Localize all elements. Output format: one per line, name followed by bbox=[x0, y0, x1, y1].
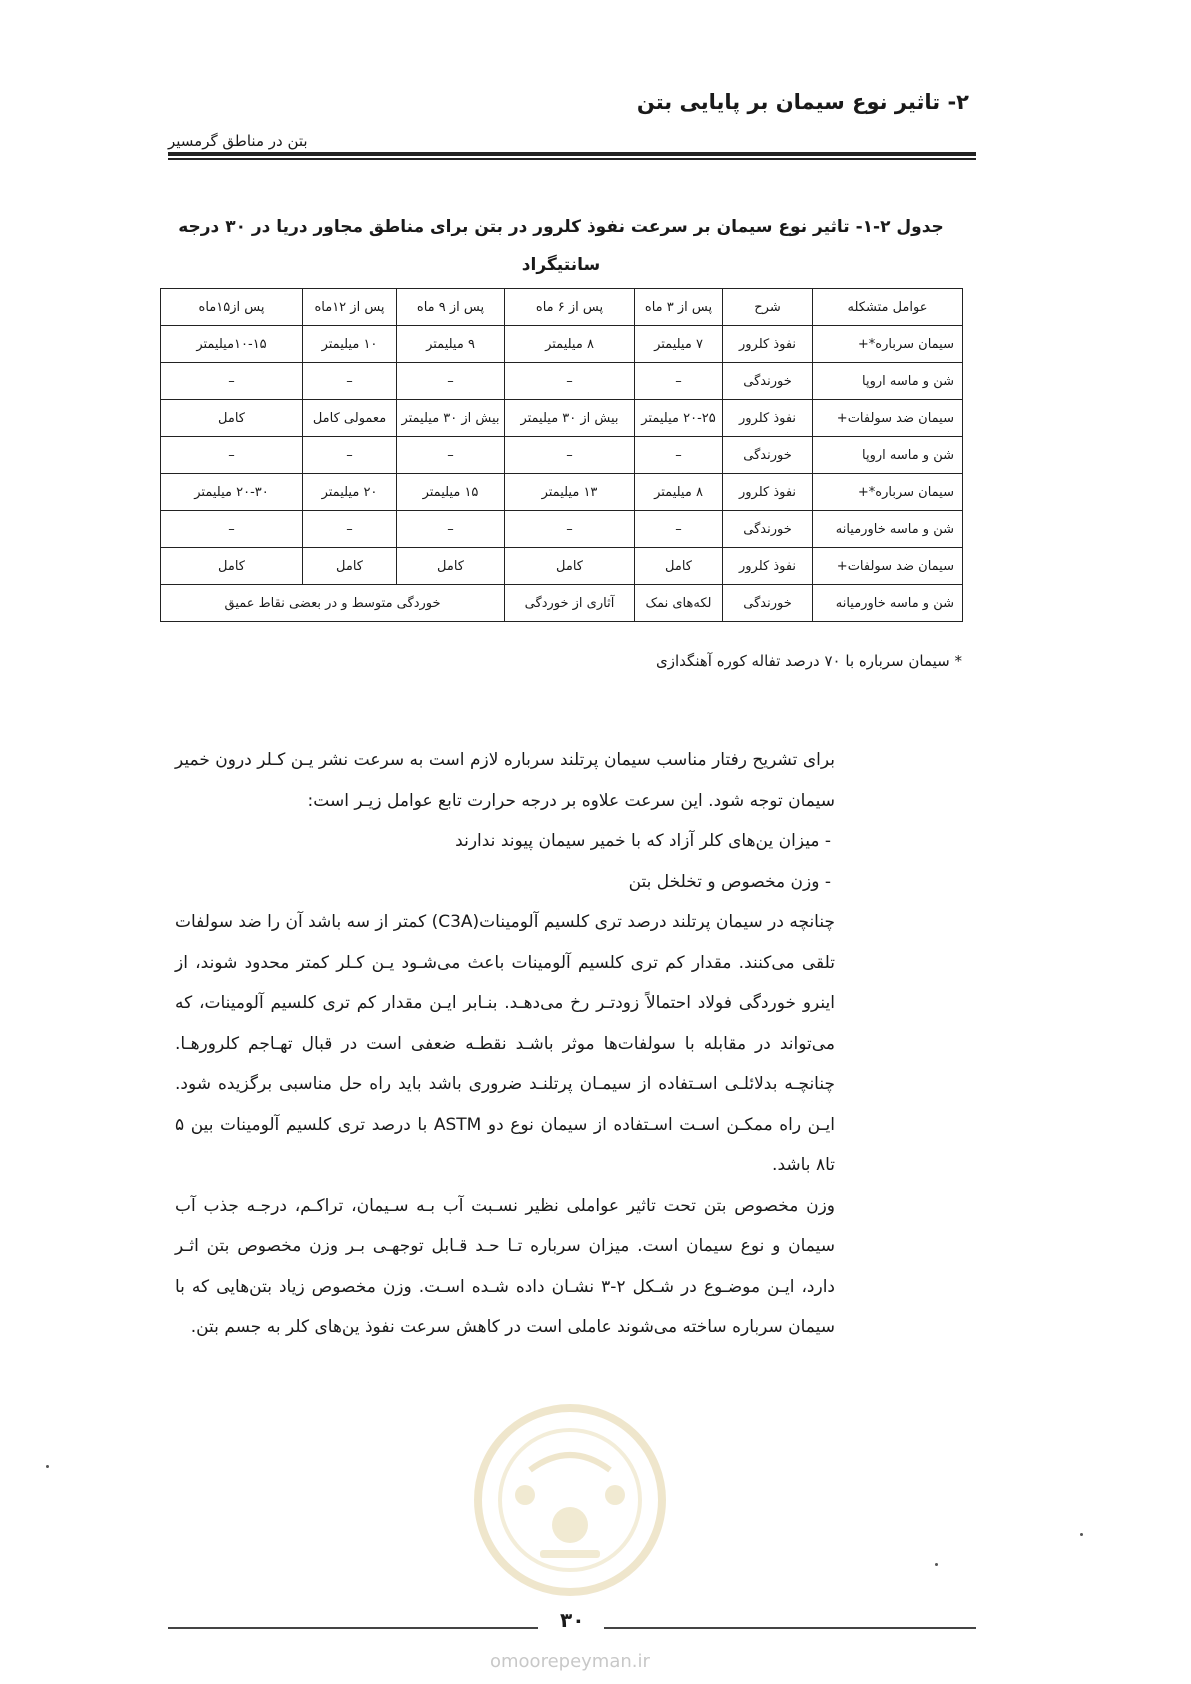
page-number: ۳۰ bbox=[560, 1608, 585, 1632]
factor-cell: سیمان سرباره*+ bbox=[813, 326, 963, 363]
table-cell: – bbox=[303, 363, 397, 400]
table-cell: نفوذ کلرور bbox=[723, 400, 813, 437]
watermark-seal bbox=[470, 1400, 670, 1600]
paragraph: وزن مخصوص بتن تحت تاثیر عواملی نظیر نسـبت آب بـه سـیمان، تراکـم، درجـه جذب آب سیمان و نوع سیمان است. میزان سرباره تـا حـد قـابل توجهـی بـر وزن مخصوص بتن اثـر دارد، ایـن موضـوع در شـکل ۲-۳ نشـان داده شـده اسـت. وزن مخصوص زیاد بتن‌هایی که با سیمان سرباره ساخته می‌شوند عاملی است در کاهش سرعت نفوذ ین‌های کلر به جسم بتن. bbox=[175, 1195, 835, 1337]
scan-speck bbox=[1080, 1533, 1083, 1536]
table-row bbox=[161, 548, 963, 585]
factor-cell: سیمان ضد سولفات+ bbox=[813, 400, 963, 437]
table-cell: لکه‌های نمک bbox=[635, 585, 723, 622]
table-footnote: * سیمان سرباره با ۷۰ درصد تفاله کوره آهنگدازی bbox=[656, 652, 962, 670]
bullet-item: - وزن مخصوص و تخلخل بتن bbox=[628, 871, 831, 892]
factor-cell: سیمان سرباره*+ bbox=[813, 474, 963, 511]
table-cell: – bbox=[161, 511, 303, 548]
table-cell: ۲۰ میلیمتر bbox=[303, 474, 397, 511]
table-row bbox=[161, 437, 963, 474]
table-cell: نفوذ کلرور bbox=[723, 326, 813, 363]
footer-rule-right bbox=[604, 1627, 976, 1629]
table-row bbox=[161, 326, 963, 363]
table-row bbox=[161, 400, 963, 437]
table-cell: خورندگی bbox=[723, 437, 813, 474]
data-table bbox=[160, 288, 963, 622]
table-cell: ۹ میلیمتر bbox=[397, 326, 505, 363]
table-cell: ۱۵ میلیمتر bbox=[397, 474, 505, 511]
table-row bbox=[161, 474, 963, 511]
table-cell-merged: خوردگی متوسط و در بعضی نقاط عمیق bbox=[161, 585, 505, 622]
table-cell: ۱۳ میلیمتر bbox=[505, 474, 635, 511]
table-row bbox=[161, 363, 963, 400]
header-cell: پس از ۹ ماه bbox=[397, 289, 505, 326]
table-cell: – bbox=[161, 437, 303, 474]
factor-cell: شن و ماسه خاورمیانه bbox=[813, 585, 963, 622]
factor-cell: شن و ماسه اروپا bbox=[813, 363, 963, 400]
table-cell: – bbox=[397, 437, 505, 474]
table-cell: آثاری از خوردگی bbox=[505, 585, 635, 622]
header-cell: شرح bbox=[723, 289, 813, 326]
table-cell: ۱۰ میلیمتر bbox=[303, 326, 397, 363]
table-cell: کامل bbox=[303, 548, 397, 585]
table-cell: خورندگی bbox=[723, 511, 813, 548]
table-cell: خورندگی bbox=[723, 585, 813, 622]
header-cell: عوامل متشکله bbox=[813, 289, 963, 326]
table-cell: کامل bbox=[635, 548, 723, 585]
table-cell: – bbox=[505, 511, 635, 548]
table-caption: جدول ۲-۱- تاثیر نوع سیمان بر سرعت نفوذ کلرور در بتن برای مناطق مجاور دریا در ۳۰ درجه سانتیگراد bbox=[178, 217, 944, 275]
header-cell: پس از ۶ ماه bbox=[505, 289, 635, 326]
factor-cell: سیمان ضد سولفات+ bbox=[813, 548, 963, 585]
factor-cell: شن و ماسه اروپا bbox=[813, 437, 963, 474]
table-row bbox=[161, 585, 963, 622]
table-cell: نفوذ کلرور bbox=[723, 548, 813, 585]
table-cell: کامل bbox=[161, 400, 303, 437]
book-header: بتن در مناطق گرمسیر bbox=[168, 132, 308, 150]
table-row bbox=[161, 511, 963, 548]
scan-speck bbox=[46, 1465, 49, 1468]
header-cell: پس از ۳ ماه bbox=[635, 289, 723, 326]
table-cell: – bbox=[303, 437, 397, 474]
table-header-row bbox=[161, 289, 963, 326]
table-cell: ۸ میلیمتر bbox=[505, 326, 635, 363]
header-rule-thin bbox=[168, 158, 976, 160]
footer-rule-left bbox=[168, 1627, 538, 1629]
table-cell: ۱۰-۱۵میلیمتر bbox=[161, 326, 303, 363]
table-cell: نفوذ کلرور bbox=[723, 474, 813, 511]
table-cell: ۷ میلیمتر bbox=[635, 326, 723, 363]
factor-cell: شن و ماسه خاورمیانه bbox=[813, 511, 963, 548]
table-cell: – bbox=[505, 437, 635, 474]
table-cell: معمولی کامل bbox=[303, 400, 397, 437]
bullet-item: - میزان ین‌های کلر آزاد که با خمیر سیمان پیوند ندارند bbox=[455, 831, 831, 851]
table-cell: – bbox=[397, 511, 505, 548]
table-cell: بیش از ۳۰ میلیمتر bbox=[505, 400, 635, 437]
table-cell: ۸ میلیمتر bbox=[635, 474, 723, 511]
header-cell: پس از ۱۲ماه bbox=[303, 289, 397, 326]
header-rule-thick bbox=[168, 152, 976, 156]
header-cell: پس از۱۵ماه bbox=[161, 289, 303, 326]
table-cell: خورندگی bbox=[723, 363, 813, 400]
paragraph: برای تشریح رفتار مناسب سیمان پرتلند سرباره لازم است به سرعت نشر یـن کـلر درون خمیر سیمان توجه شود. این سرعت علاوه بر درجه حرارت تابع عوامل زیـر است: bbox=[175, 750, 835, 811]
table-cell: بیش از ۳۰ میلیمتر bbox=[397, 400, 505, 437]
body-text bbox=[175, 740, 835, 1348]
watermark-url: omoorepeyman.ir bbox=[490, 1651, 650, 1672]
table-cell: – bbox=[505, 363, 635, 400]
table-cell: – bbox=[303, 511, 397, 548]
table-cell: – bbox=[635, 437, 723, 474]
table-cell: کامل bbox=[161, 548, 303, 585]
table-cell: ۲۰-۳۰ میلیمتر bbox=[161, 474, 303, 511]
table-cell: – bbox=[161, 363, 303, 400]
scan-speck bbox=[935, 1563, 938, 1566]
table-cell: – bbox=[635, 511, 723, 548]
table-cell: – bbox=[635, 363, 723, 400]
table-cell: ۲۰-۲۵ میلیمتر bbox=[635, 400, 723, 437]
chapter-heading: ۲- تاثیر نوع سیمان بر پایایی بتن bbox=[636, 90, 969, 114]
paragraph: چنانچه در سیمان پرتلند درصد تری کلسیم آلومینات(C3A) کمتر از سه باشد آن را ضد سولفات تلقی می‌کنند. مقدار کم تری کلسیم آلومینات باعث می‌شـود یـن کـلر کمتر محدود شوند، از اینرو خوردگی فولاد احتمالاً زودتـر رخ می‌دهـد. بنـابر ایـن مقدار کم تری کلسیم آلومینات، که می‌تواند در مقابله با سولفات‌ها موثر باشـد نقطـه ضعفی است در قبال تهـاجم کلرورهـا. چنانچـه بدلائلـی اسـتفاده از سیمـان پرتلنـد ضروری باشد باید راه حل مناسبی برگزیده شود. ایـن راه ممکـن اسـت اسـتفاده از سیمان نوع دو ASTM با درصد تری کلسیم آلومینات بین ۵ تا۸ باشد. bbox=[175, 912, 835, 1175]
table-cell: کامل bbox=[397, 548, 505, 585]
table-cell: کامل bbox=[505, 548, 635, 585]
table-cell: – bbox=[397, 363, 505, 400]
